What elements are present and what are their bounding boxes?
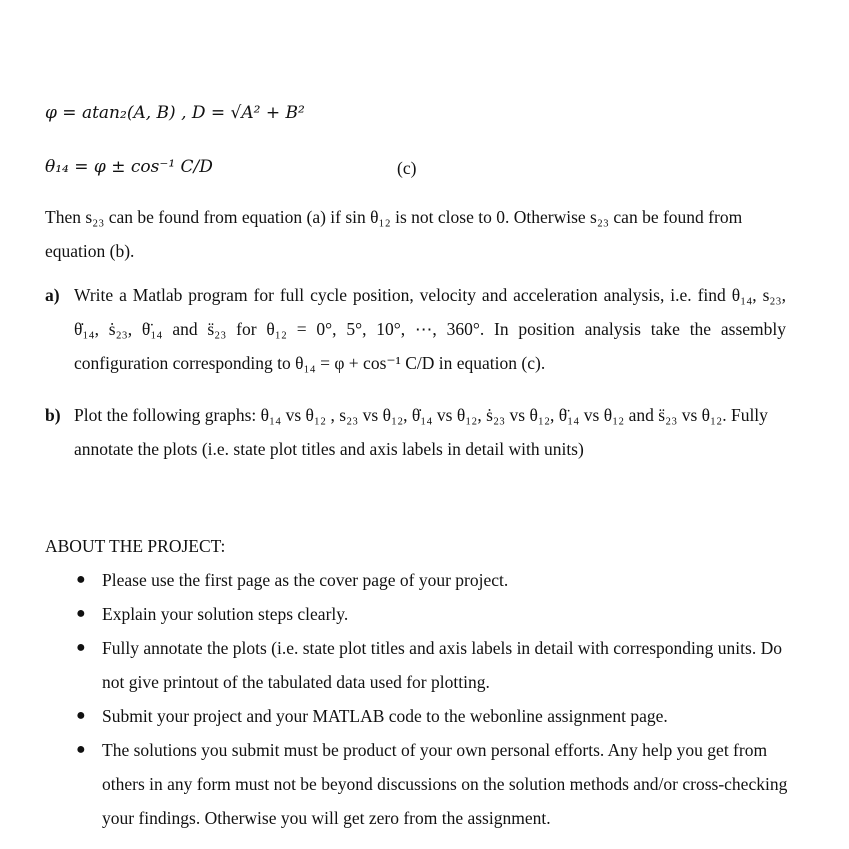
bullet-icon: ●	[76, 741, 86, 758]
equation-label-c: (c)	[397, 158, 417, 178]
part-b-label: b)	[45, 405, 61, 425]
bullet-icon: ●	[76, 605, 86, 622]
part-a-label: a)	[45, 285, 60, 305]
about-heading: ABOUT THE PROJECT:	[45, 536, 226, 556]
bullet-icon: ●	[76, 571, 86, 588]
about-item: Explain your solution steps clearly.	[102, 604, 349, 624]
bullet-icon: ●	[76, 639, 86, 656]
bullet-icon: ●	[76, 707, 86, 724]
equation-theta14-definition: θ₁₄ = φ ± cos⁻¹ C/D	[45, 157, 213, 177]
intro-paragraph: Then s₂₃ can be found from equation (a) if sin θ₁₂ is not close to 0. Otherwise s₂₃ can be found from equation (b).	[45, 207, 743, 261]
about-item: Fully annotate the plots (i.e. state plot titles and axis labels in detail with corresponding units. Do not give printout of the tabulated data used for plotting.	[102, 638, 782, 692]
part-b-text: Plot the following graphs: θ₁₄ vs θ₁₂ , s₂₃ vs θ₁₂, θ̇₁₄ vs θ₁₂, ṡ₂₃ vs θ₁₂, θ̈₁₄ vs θ₁₂ and s̈₂₃ vs θ₁₂. Fully annotate the plots (i.e. state plot titles and axis labels in detail with units)	[74, 405, 768, 459]
about-item: Submit your project and your MATLAB code to the webonline assignment page.	[102, 706, 668, 726]
about-item: The solutions you submit must be product of your own personal efforts. Any help you get from others in any form must not be beyond discussions on the solution methods and/or cross-checking your findings. Otherwise you will get zero from the assignment.	[102, 740, 788, 828]
about-item: Please use the first page as the cover page of your project.	[102, 570, 509, 590]
equation-phi-definition: φ = atan₂(A, B) , D = √A² + B²	[45, 103, 305, 123]
part-a-text: Write a Matlab program for full cycle position, velocity and acceleration analysis, i.e. find θ₁₄, s₂₃, θ̇₁₄, ṡ₂₃, θ̈₁₄ and s̈₂₃ for θ₁₂ = 0°, 5°, 10°, ⋯, 360°. In position analysis take the assembly configuration corresponding to θ₁₄ = φ + cos⁻¹ C/D in equation (c).	[74, 285, 786, 373]
